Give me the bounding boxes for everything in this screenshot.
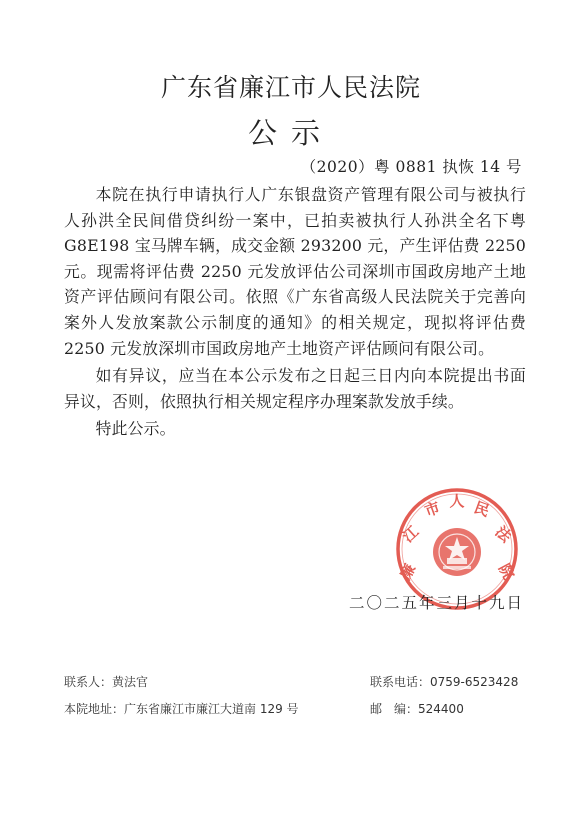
footer-row-contact [64,673,526,693]
court-address [64,700,299,717]
contact-label: 联系人： [64,675,113,689]
svg-text:市: 市 [422,498,443,521]
svg-text:人: 人 [449,492,465,510]
contact-person [64,673,148,690]
address-label: 本院地址： [64,702,125,716]
national-emblem-icon [433,528,481,576]
footer-row-address [64,700,526,720]
phone-number: 0759-6523428 [430,675,519,689]
case-number: （2020）粤 0881 执恢 14 号 [300,158,522,176]
contact-name: 黄法官 [112,675,149,689]
address-value: 广东省廉江市廉江大道南 129 号 [124,702,299,716]
postcode-value: 524400 [418,702,464,716]
contact-phone [370,673,518,690]
notice-body [64,182,526,444]
svg-text:廉: 廉 [396,560,420,583]
svg-text:江: 江 [399,522,423,546]
paragraph-objection: 如有异议，应当在本公示发布之日起三日内向本院提出书面异议，否则，依照执行相关规定程序办理案款发放手续。 [64,366,526,411]
svg-text:民: 民 [471,498,492,521]
notice-title: 公示 [247,116,334,150]
postcode-label: 邮 编： [370,702,419,716]
phone-label: 联系电话： [370,675,431,689]
postcode [370,700,464,717]
paragraph-closing: 特此公示。 [95,419,176,439]
court-title: 广东省廉江市人民法院 [160,73,421,102]
svg-text:院: 院 [494,560,518,583]
paragraph-main: 本院在执行申请执行人广东银盘资产管理有限公司与被执行人孙洪全民间借贷纠纷一案中，已拍卖被执行人孙洪全名下粤 G8E198 宝马牌车辆，成交金额 293200 元，产生评估费 2250 元。现需将评估费 2250 元发放评估公司深圳市国政房地产土地资产评估顾问有限公司。依照《广东省高级人民法院关于完善向案外人发放案款公示制度的通知》的相关规定，现拟将评估费 2250 元发放深圳市国政房地产土地资产评估顾问有限公司。 [64,185,526,358]
svg-text:法: 法 [491,522,515,546]
notice-date: 二〇二五年三月十九日 [348,594,524,612]
